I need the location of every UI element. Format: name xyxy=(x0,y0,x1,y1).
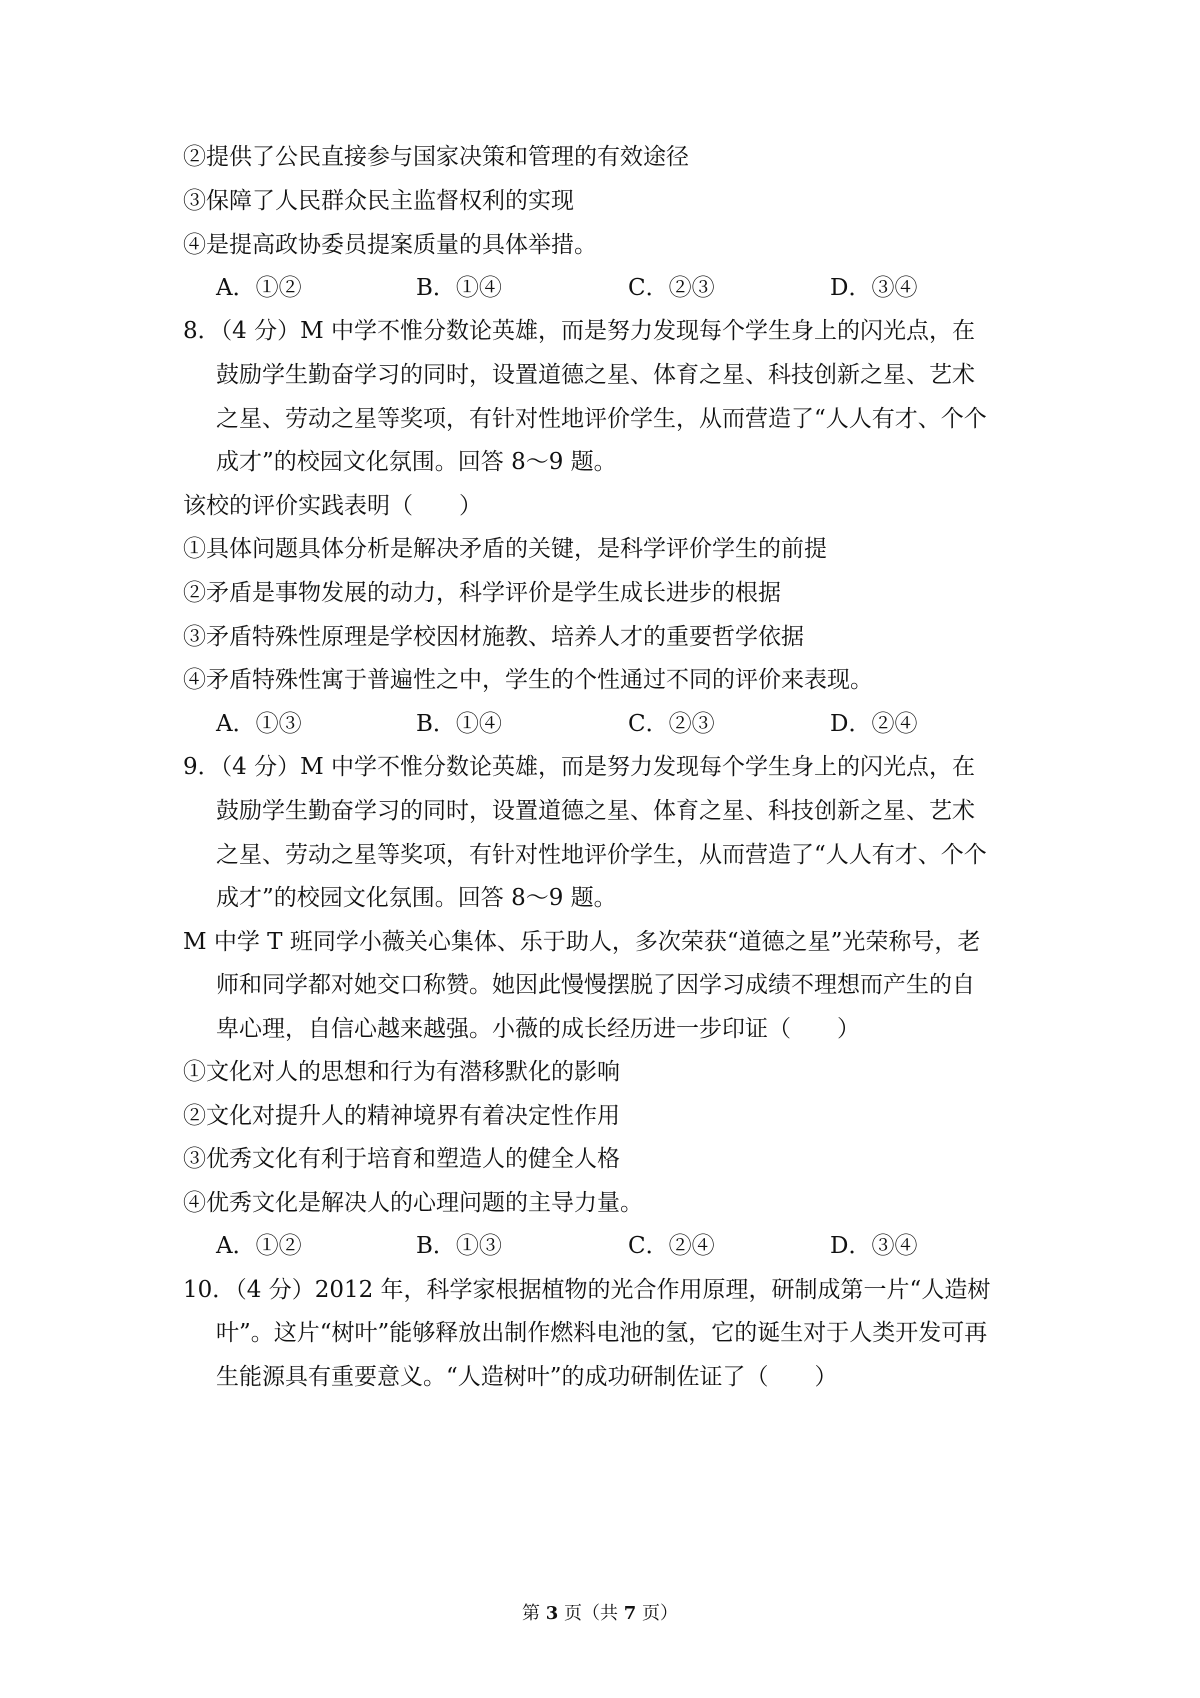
q10-stem-line-3: 生能源具有重要意义。“人造树叶”的成功研制佐证了（ ） xyxy=(216,1364,838,1390)
option-b: B．①④ xyxy=(416,275,502,301)
q9-question-line-1: M 中学 T 班同学小薇关心集体、乐于助人，多次荣获“道德之星”光荣称号，老 xyxy=(183,929,981,955)
prev-item-3: ③保障了人民群众民主监督权利的实现 xyxy=(183,188,574,214)
q8-options xyxy=(216,709,976,739)
q9-question-line-3: 卑心理，自信心越来越强。小薇的成长经历进一步印证（ ） xyxy=(216,1016,860,1042)
q9-item-1: ①文化对人的思想和行为有潜移默化的影响 xyxy=(183,1059,620,1085)
q8-stem-line-3: 之星、劳动之星等奖项，有针对性地评价学生，从而营造了“人人有才、个个 xyxy=(216,406,987,432)
prev-options xyxy=(216,273,976,303)
q8-stem-line-2: 鼓励学生勤奋学习的同时，设置道德之星、体育之星、科技创新之星、艺术 xyxy=(216,362,975,388)
option-b: B．①③ xyxy=(416,1233,502,1259)
q9-item-4: ④优秀文化是解决人的心理问题的主导力量。 xyxy=(183,1190,643,1216)
footer-middle: 页（共 xyxy=(564,1603,618,1624)
q9-stem-line-3: 之星、劳动之星等奖项，有针对性地评价学生，从而营造了“人人有才、个个 xyxy=(216,842,987,868)
page-total: 7 xyxy=(623,1603,637,1624)
option-a: A．①③ xyxy=(216,711,302,737)
option-c: C．②③ xyxy=(628,275,715,301)
prev-item-2: ②提供了公民直接参与国家决策和管理的有效途径 xyxy=(183,144,689,170)
option-c: C．②④ xyxy=(628,1233,715,1259)
option-a: A．①② xyxy=(216,1233,302,1259)
q10-stem-line-2: 叶”。这片“树叶”能够释放出制作燃料电池的氢，它的诞生对于人类开发可再 xyxy=(216,1320,988,1346)
page-footer xyxy=(0,1602,1200,1626)
q8-item-1: ①具体问题具体分析是解决矛盾的关键，是科学评价学生的前提 xyxy=(183,536,827,562)
q9-stem-line-2: 鼓励学生勤奋学习的同时，设置道德之星、体育之星、科技创新之星、艺术 xyxy=(216,798,975,824)
footer-prefix: 第 xyxy=(522,1603,540,1624)
q8-item-4: ④矛盾特殊性寓于普遍性之中，学生的个性通过不同的评价来表现。 xyxy=(183,667,873,693)
q9-item-2: ②文化对提升人的精神境界有着决定性作用 xyxy=(183,1103,620,1129)
option-d: D．③④ xyxy=(830,1233,918,1259)
option-a: A．①② xyxy=(216,275,302,301)
option-d: D．②④ xyxy=(830,711,918,737)
q9-question-line-2: 师和同学都对她交口称赞。她因此慢慢摆脱了因学习成绩不理想而产生的自 xyxy=(216,972,975,998)
option-d: D．③④ xyxy=(830,275,918,301)
page-number: 3 xyxy=(545,1603,559,1624)
q10-stem-line-1: 10．（4 分）2012 年，科学家根据植物的光合作用原理，研制成第一片“人造树 xyxy=(183,1277,991,1303)
q8-question: 该校的评价实践表明（ ） xyxy=(183,493,482,519)
q9-options xyxy=(216,1231,976,1261)
q8-stem-line-4: 成才”的校园文化氛围。回答 8～9 题。 xyxy=(216,449,617,475)
q8-stem-line-1: 8．（4 分）M 中学不惟分数论英雄，而是努力发现每个学生身上的闪光点，在 xyxy=(183,318,975,344)
footer-suffix: 页） xyxy=(642,1603,678,1624)
prev-item-4: ④是提高政协委员提案质量的具体举措。 xyxy=(183,232,597,258)
option-c: C．②③ xyxy=(628,711,715,737)
q8-item-3: ③矛盾特殊性原理是学校因材施教、培养人才的重要哲学依据 xyxy=(183,624,804,650)
q8-item-2: ②矛盾是事物发展的动力，科学评价是学生成长进步的根据 xyxy=(183,580,781,606)
option-b: B．①④ xyxy=(416,711,502,737)
q9-stem-line-4: 成才”的校园文化氛围。回答 8～9 题。 xyxy=(216,885,617,911)
q9-stem-line-1: 9．（4 分）M 中学不惟分数论英雄，而是努力发现每个学生身上的闪光点，在 xyxy=(183,754,975,780)
q9-item-3: ③优秀文化有利于培育和塑造人的健全人格 xyxy=(183,1146,620,1172)
